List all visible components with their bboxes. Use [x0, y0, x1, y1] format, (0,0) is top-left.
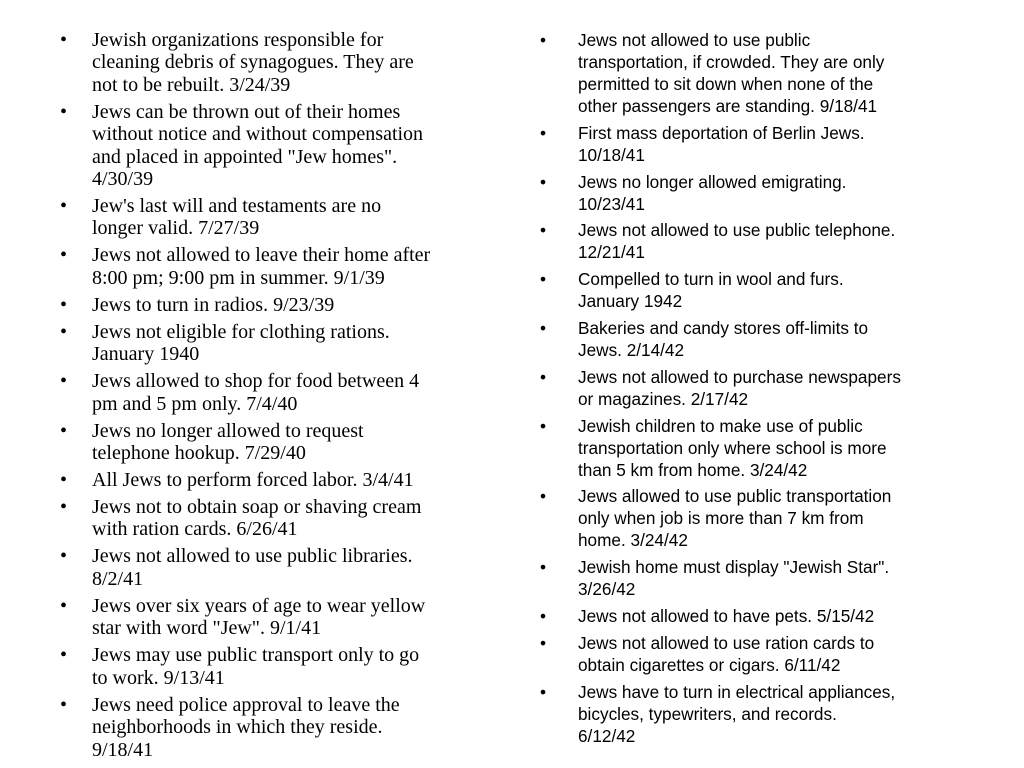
bullet-icon: •: [540, 220, 547, 241]
list-item: [540, 268, 1010, 312]
bullet-icon: •: [60, 244, 68, 267]
list-item: [540, 556, 1010, 600]
list-item-text: Jews not eligible for clothing rations. January 1940: [92, 320, 390, 366]
bullet-icon: •: [540, 269, 547, 290]
list-item-text: Jews not allowed to use ration cards to obtain cigarettes or cigars. 6/11/42: [578, 632, 875, 675]
bullet-icon: •: [60, 293, 68, 316]
bullet-icon: •: [60, 644, 68, 667]
bullet-icon: •: [540, 415, 547, 436]
list-item-text: Jews not allowed to use public libraries. 8/2/41: [92, 545, 413, 590]
list-item: [60, 595, 490, 640]
list-item: [540, 171, 1010, 215]
list-item: [60, 370, 490, 415]
list-item-text: Jews may use public transport only to go to work. 9/13/41: [92, 644, 420, 689]
bullet-icon: •: [540, 122, 547, 143]
bullet-icon: •: [540, 632, 547, 653]
list-item-text: Jews need police approval to leave the neighborhoods in which they reside. 9/18/41: [92, 693, 400, 761]
bullet-icon: •: [60, 320, 68, 343]
list-item-text: Jews not allowed to have pets. 5/15/42: [578, 605, 875, 626]
list-item: [60, 644, 490, 689]
list-item-text: Jewish home must display "Jewish Star". 3/26/42: [578, 557, 890, 600]
list-item: [540, 317, 1010, 361]
list-item: [540, 122, 1010, 166]
list-item-text: Jews no longer allowed to request telephone hookup. 7/29/40: [92, 419, 364, 465]
list-item: [60, 321, 490, 366]
list-item: [60, 694, 490, 761]
list-item: [60, 29, 490, 96]
bullet-icon: •: [540, 171, 547, 192]
list-item-text: Jews not allowed to use public transportation, if crowded. They are only permitted to sit down when none of the other passengers are standing. 9/18/41: [578, 30, 885, 116]
list-item-text: Compelled to turn in wool and furs. January 1942: [578, 269, 844, 312]
list-item-text: Jews not allowed to leave their home after 8:00 pm; 9:00 pm in summer. 9/1/39: [92, 244, 431, 289]
list-item: [60, 420, 490, 465]
list-item: [540, 415, 1010, 481]
list-item: [540, 681, 1010, 747]
list-item: [60, 469, 490, 491]
bullet-icon: •: [60, 545, 68, 568]
bullet-icon: •: [60, 594, 68, 617]
bullet-icon: •: [60, 370, 68, 393]
list-item-text: Jew's last will and testaments are no longer valid. 7/27/39: [92, 195, 382, 240]
list-item: [540, 485, 1010, 551]
bullet-icon: •: [540, 681, 547, 702]
list-item-text: Jews over six years of age to wear yellow star with word "Jew". 9/1/41: [92, 594, 426, 640]
list-item: [60, 545, 490, 590]
bullet-icon: •: [540, 30, 547, 50]
list-item-text: Bakeries and candy stores off-limits to Jews. 2/14/42: [578, 317, 869, 360]
list-item: [540, 29, 1010, 117]
bullet-icon: •: [60, 100, 68, 123]
bullet-icon: •: [60, 29, 68, 51]
list-item-text: Jewish children to make use of public transportation only where school is more than 5 km from home. 3/24/42: [578, 415, 887, 480]
bullet-icon: •: [540, 317, 547, 338]
bullet-icon: •: [540, 486, 547, 507]
bullet-icon: •: [540, 605, 547, 626]
list-item-text: Jews not allowed to use public telephone. 12/21/41: [578, 220, 896, 263]
bullet-icon: •: [60, 693, 68, 716]
bullet-icon: •: [60, 496, 68, 519]
list-item-text: Jews not to obtain soap or shaving cream with ration cards. 6/26/41: [92, 496, 422, 541]
bullet-icon: •: [60, 469, 68, 492]
bullet-icon: •: [540, 557, 547, 578]
list-item-text: Jews allowed to shop for food between 4 pm and 5 pm only. 7/4/40: [92, 370, 420, 415]
list-item: [540, 605, 1010, 627]
list-item: [540, 632, 1010, 676]
list-item-text: Jews have to turn in electrical appliances, bicycles, typewriters, and records. 6/12/42: [578, 681, 896, 746]
list-item-text: Jews can be thrown out of their homes without notice and without compensation and placed in appointed "Jew homes". 4/30/39: [92, 100, 424, 191]
list-item: [60, 244, 490, 289]
list-item-text: All Jews to perform forced labor. 3/4/41: [92, 469, 414, 492]
list-item: [60, 496, 490, 541]
list-item: [540, 366, 1010, 410]
bullet-icon: •: [60, 195, 68, 218]
list-item-text: Jews to turn in radios. 9/23/39: [92, 293, 335, 316]
bullet-icon: •: [60, 419, 68, 442]
list-item-text: First mass deportation of Berlin Jews. 10/18/41: [578, 122, 865, 165]
list-item-text: Jews allowed to use public transportation only when job is more than 7 km from home. 3/24/42: [578, 486, 892, 551]
right-bullet-list: [540, 29, 1010, 751]
list-item-text: Jewish organizations responsible for cleaning debris of synagogues. They are not to be rebuilt. 3/24/39: [92, 29, 414, 96]
list-item-text: Jews no longer allowed emigrating. 10/23/41: [578, 171, 847, 214]
left-bullet-list: [60, 29, 490, 766]
bullet-icon: •: [540, 366, 547, 387]
list-item-text: Jews not allowed to purchase newspapers or magazines. 2/17/42: [578, 366, 901, 409]
list-item: [60, 195, 490, 240]
list-item: [60, 101, 490, 191]
list-item: [540, 219, 1010, 263]
list-item: [60, 294, 490, 316]
